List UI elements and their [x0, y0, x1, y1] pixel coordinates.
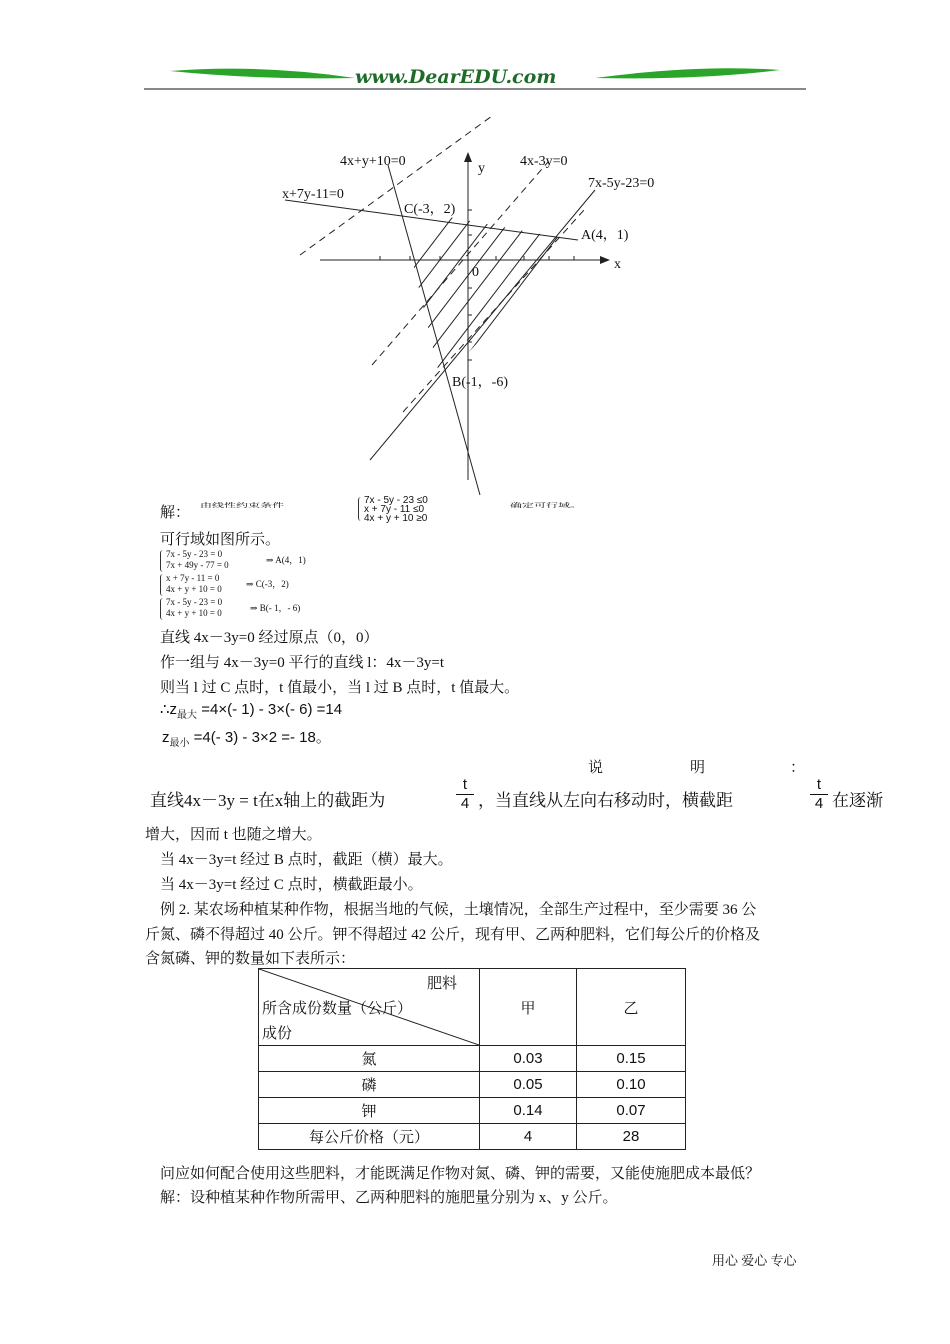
label-4x+y+10: 4x+y+10=0: [340, 154, 406, 169]
zmin-line: $z_{最小} =4(-$ 3) - 3×2 =- 18。: [162, 729, 331, 749]
note-line-part3: 在逐渐: [832, 791, 883, 810]
table-row: 钾 0.14 0.07: [259, 1098, 686, 1124]
system-1: 7x - 5y - 23 = 0 7x + 49y - 77 = 0: [166, 549, 229, 570]
point-A-label: A(4，1): [581, 228, 629, 243]
system-1-brace: [160, 550, 165, 572]
dashed-line-through-C: [300, 116, 492, 255]
example-para-line-2: 斤氮、磷不得超过 40 公斤。钾不得超过 42 公斤，现有甲、乙两种肥料，它们每公斤的价格及: [145, 927, 761, 943]
example-answer-start: 解：设种植某种作物所需甲、乙两种肥料的施肥量分别为 x、y 公斤。: [160, 1190, 618, 1206]
dashed-line-4x-3y: [372, 162, 548, 365]
col-header-jia: 甲: [480, 969, 577, 1046]
note-continuation: 增大，因而 t 也随之增大。: [145, 827, 322, 843]
y-axis-label: y: [478, 161, 485, 176]
note-line-part1: 直线4x－3y = t在x轴上的截距为: [150, 791, 386, 810]
solution-line-3: 则当 l 过 C 点时，t 值最小，当 l 过 B 点时，t 值最大。: [160, 680, 520, 696]
site-logo-text: www.DearEDU.com: [355, 66, 557, 88]
solution-line-2: 作一组与 4x－3y=0 平行的直线 l：4x－3y=t: [160, 655, 445, 671]
system-2-brace: [160, 574, 165, 596]
diag-mid-label: 所含成份数量（公斤）: [262, 1000, 413, 1017]
constraint-suffix: 确定可行域。: [510, 502, 583, 509]
note-line-part2: ，当直线从左向右移动时，横截距: [478, 791, 733, 810]
system-1-result: ⇒ A(4，1): [266, 555, 306, 565]
system-2-result: ⇒ C(-3，2): [246, 579, 289, 589]
diag-top-label: 肥料: [427, 975, 458, 992]
note-c-line: 当 4x－3y=t 经过 C 点时，横截距最小。: [160, 877, 423, 893]
example-question: 问应如何配合使用这些肥料，才能既满足作物对氮、磷、钾的需要，又能使施肥成本最低？: [160, 1166, 761, 1182]
table-row: 磷 0.05 0.10: [259, 1072, 686, 1098]
label-7x-5y-23: 7x-5y-23=0: [588, 176, 655, 191]
constraint-1: 7x - 5y - 23 ≤0: [364, 495, 428, 506]
x-axis-arrow: [600, 256, 610, 264]
zmax-line: $\therefore z_{最大} =4\times(-$ 1) - 3×(- 6) =14: [160, 701, 343, 721]
y-axis-arrow: [464, 152, 472, 162]
system-3-result: ⇒ B(- 1，- 6): [250, 603, 301, 613]
constraint-brace: [358, 497, 362, 521]
example-para-line-1: 例 2. 某农场种植某种作物，根据当地的气候，土壤情况，全部生产过程中，至少需要 36 公: [160, 902, 757, 918]
note-title-3: ：: [790, 760, 806, 776]
label-x+7y-11: x+7y-11=0: [282, 187, 344, 202]
constraint-3: 4x + y + 10 ≥0: [364, 513, 428, 524]
point-B-label: B(-1，-6): [452, 375, 508, 390]
feasible-region-text: 可行域如图所示。: [160, 532, 281, 548]
col-header-yi: 乙: [577, 969, 686, 1046]
system-3-brace: [160, 598, 165, 620]
table-row: 氮 0.03 0.15: [259, 1046, 686, 1072]
example-para-line-3: 含氮磷、钾的数量如下表所示：: [145, 951, 356, 967]
solution-line-1: 直线 4x－3y=0 经过原点（0，0）: [160, 630, 379, 646]
x-axis-label: x: [614, 257, 621, 272]
note-title-1: 说: [588, 760, 604, 776]
constraint-2: x + 7y - 11 ≤0: [364, 504, 425, 515]
system-3: 7x - 5y - 23 = 0 4x + y + 10 = 0: [166, 597, 223, 618]
constraint-prefix: 由线性约束条件: [200, 502, 285, 509]
table-header-row: [259, 969, 686, 1046]
label-4x-3y: 4x-3y=0: [520, 154, 568, 169]
constraint-system: [364, 496, 428, 523]
note-b-line: 当 4x－3y=t 经过 B 点时，截距（横）最大。: [160, 852, 453, 868]
note-title-2: 明: [690, 760, 706, 776]
solution-label: 解：: [160, 505, 191, 521]
fraction-t-over-4-b: $\frac{t}{4}$: [810, 776, 828, 813]
page-footer: 用心 爱心 专心: [712, 1253, 797, 1268]
fertilizer-table: [258, 968, 686, 1150]
diag-bottom-label: 成份: [262, 1025, 293, 1042]
fraction-t-over-4-a: $\frac{t}{4}$: [456, 776, 474, 813]
table-row: 每公斤价格（元） 4 28: [259, 1124, 686, 1150]
diagonal-header-cell: [259, 969, 480, 1046]
system-2: x + 7y - 11 = 0 4x + y + 10 = 0: [166, 573, 222, 594]
point-C-label: C(-3，2): [404, 202, 456, 217]
origin-label: 0: [472, 265, 479, 280]
